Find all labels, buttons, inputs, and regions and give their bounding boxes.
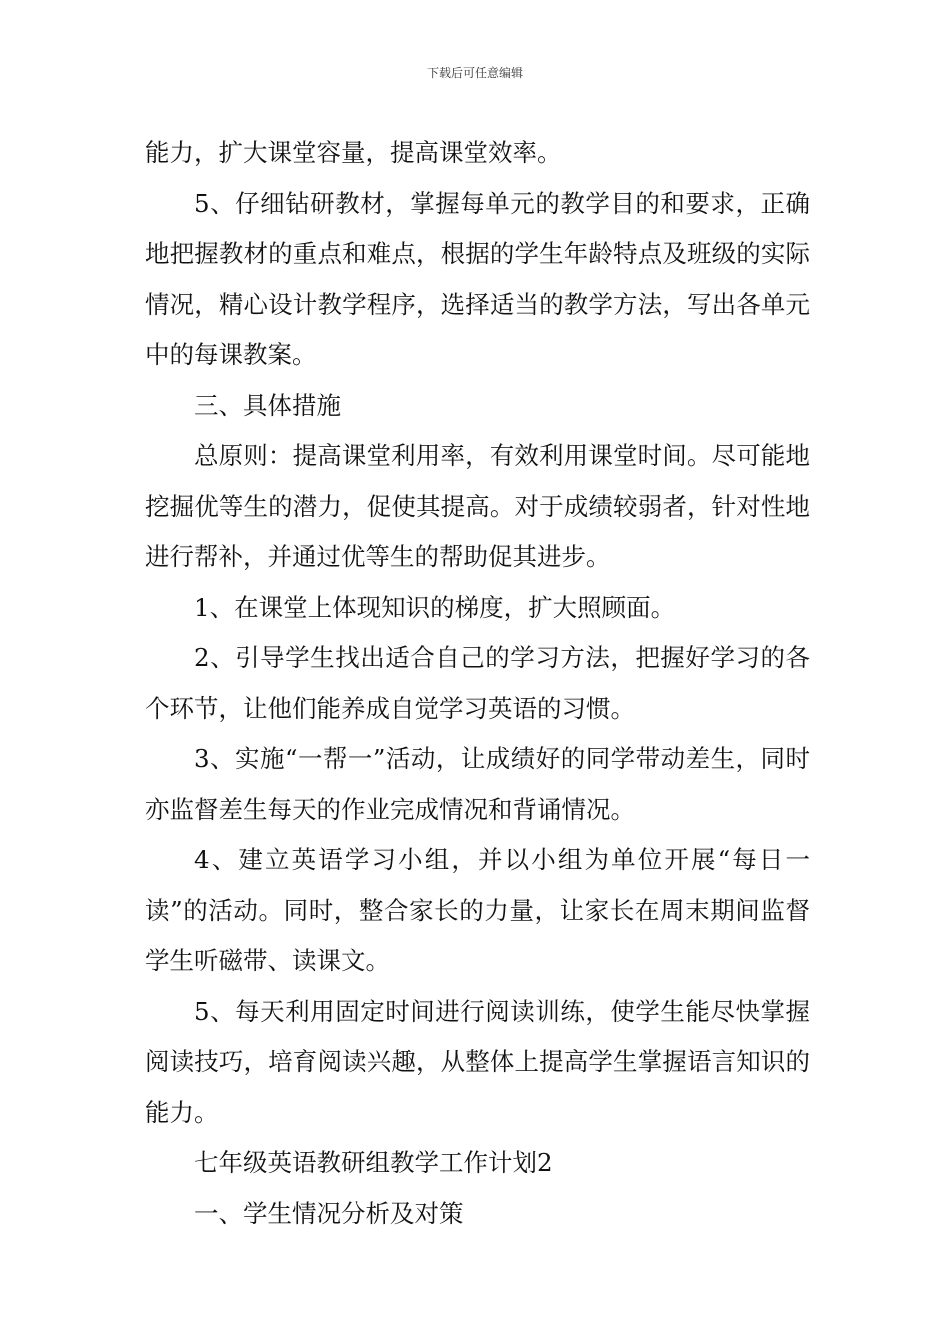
paragraph-item-2: 2、引导学生找出适合自己的学习方法，把握好学习的各个环节，让他们能养成自觉学习英语的习惯。 [145,643,810,723]
paragraph-item-3: 3、实施“一帮一”活动，让成绩好的同学带动差生，同时亦监督差生每天的作业完成情况和背诵情况。 [145,744,810,824]
section-heading-analysis: 一、学生情况分析及对策 [194,1198,464,1228]
document-title-plan-2: 七年级英语教研组教学工作计划2 [194,1148,553,1177]
paragraph-principle: 总原则：提高课堂利用率，有效利用课堂时间。尽可能地挖掘优等生的潜力，促使其提高。对于成绩较弱者，针对性地进行帮补，并通过优等生的帮助促其进步。 [145,441,810,571]
page-header: 下载后可任意编辑 [426,66,523,80]
paragraph-continuation: 能力，扩大课堂容量，提高课堂效率。 [145,138,562,167]
paragraph-item-5-textbook: 5、仔细钻研教材，掌握每单元的教学目的和要求，正确地把握教材的重点和难点，根据的学生年龄特点及班级的实际情况，精心设计教学程序，选择适当的教学方法，写出各单元中的每课教案。 [145,188,810,369]
paragraph-item-4: 4、建立英语学习小组，并以小组为单位开展“每日一读”的活动。同时，整合家长的力量，让家长在周末期间监督学生听磁带、读课文。 [145,845,810,975]
document-body [145,128,810,1239]
paragraph-item-1: 1、在课堂上体现知识的梯度，扩大照顾面。 [194,592,676,622]
paragraph-item-5-reading: 5、每天利用固定时间进行阅读训练，使学生能尽快掌握阅读技巧，培育阅读兴趣，从整体上提高学生掌握语言知识的能力。 [145,996,810,1127]
section-heading-measures: 三、具体措施 [194,390,341,420]
